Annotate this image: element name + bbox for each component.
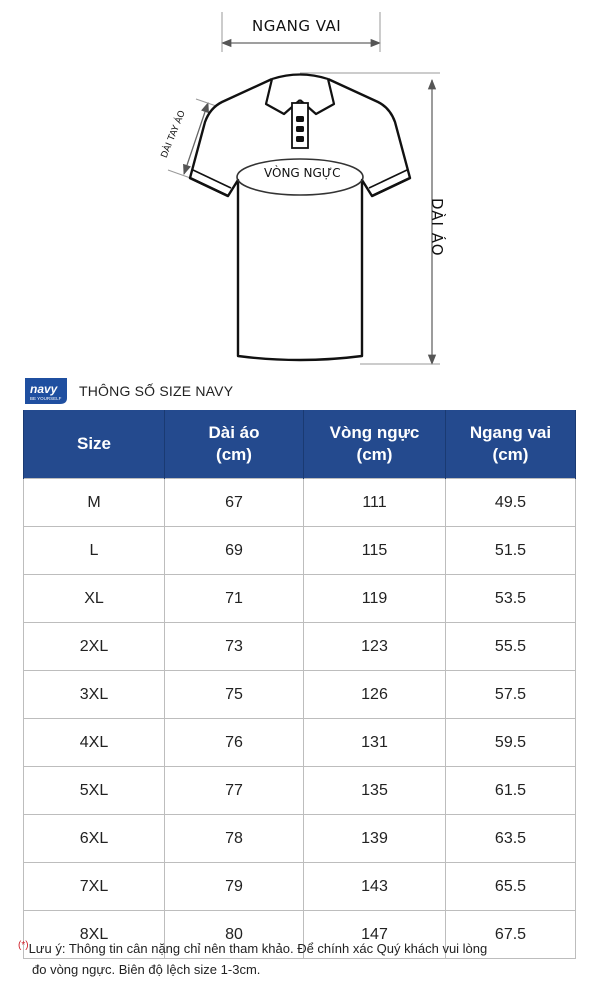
table-cell: M: [24, 479, 165, 527]
table-cell: 139: [304, 815, 446, 863]
table-cell: 143: [304, 863, 446, 911]
shirt-measurement-diagram: [0, 0, 600, 375]
column-header-label: Vòng ngực: [329, 423, 420, 442]
logo-tagline: BE YOURSELF: [30, 396, 62, 401]
column-header-label: Ngang vai: [469, 423, 552, 442]
table-row: [24, 671, 576, 719]
table-cell: 78: [165, 815, 304, 863]
table-cell: 61.5: [446, 767, 576, 815]
table-cell: 67.5: [446, 911, 576, 959]
column-header: [24, 410, 165, 479]
table-row: [24, 575, 576, 623]
column-header-label: Dài áo: [208, 423, 260, 442]
table-cell: 63.5: [446, 815, 576, 863]
table-cell: 79: [165, 863, 304, 911]
table-cell: 73: [165, 623, 304, 671]
table-cell: 131: [304, 719, 446, 767]
note-line-1: Lưu ý: Thông tin cân nặng chỉ nên tham khảo. Để chính xác Quý khách vui lòng: [28, 941, 488, 956]
table-cell: 7XL: [24, 863, 165, 911]
column-header: [446, 410, 576, 479]
table-row: [24, 623, 576, 671]
sleeve-length-label: DÀI TAY ÁO: [159, 109, 188, 160]
table-cell: 53.5: [446, 575, 576, 623]
size-note: [18, 938, 588, 980]
table-row: [24, 767, 576, 815]
column-header-unit: (cm): [216, 445, 252, 464]
table-cell: 59.5: [446, 719, 576, 767]
table-cell: 111: [304, 479, 446, 527]
table-cell: 67: [165, 479, 304, 527]
table-cell: 147: [304, 911, 446, 959]
column-header-label: Size: [76, 434, 112, 453]
table-cell: 65.5: [446, 863, 576, 911]
column-header-unit: (cm): [356, 445, 393, 464]
table-cell: 5XL: [24, 767, 165, 815]
table-row: [24, 815, 576, 863]
navy-logo: [22, 376, 70, 406]
table-cell: 57.5: [446, 671, 576, 719]
table-cell: 4XL: [24, 719, 165, 767]
table-cell: 76: [165, 719, 304, 767]
chest-label: VÒNG NGỰC: [264, 166, 341, 180]
table-cell: 69: [165, 527, 304, 575]
table-cell: 77: [165, 767, 304, 815]
table-cell: 126: [304, 671, 446, 719]
table-cell: L: [24, 527, 165, 575]
note-line-2: đo vòng ngực. Biên độ lệch size 1-3cm.: [32, 962, 261, 977]
note-asterisk: (*): [18, 940, 29, 951]
table-cell: 3XL: [24, 671, 165, 719]
shoulder-width-label: NGANG VAI: [252, 17, 342, 35]
table-cell: 135: [304, 767, 446, 815]
table-cell: 2XL: [24, 623, 165, 671]
table-cell: 80: [165, 911, 304, 959]
table-cell: 49.5: [446, 479, 576, 527]
table-row: [24, 479, 576, 527]
table-cell: 123: [304, 623, 446, 671]
table-cell: XL: [24, 575, 165, 623]
table-cell: 8XL: [24, 911, 165, 959]
table-body: [24, 479, 576, 959]
table-row: [24, 527, 576, 575]
shirt-length-label: DÀI ÁO: [428, 198, 446, 257]
table-cell: 115: [304, 527, 446, 575]
table-cell: 51.5: [446, 527, 576, 575]
table-cell: 119: [304, 575, 446, 623]
table-header-row: [24, 410, 576, 479]
column-header: [304, 410, 446, 479]
size-table: [23, 410, 576, 959]
column-header: [165, 410, 304, 479]
table-cell: 71: [165, 575, 304, 623]
table-cell: 75: [165, 671, 304, 719]
polo-shirt-outline: [0, 0, 600, 375]
column-header-unit: (cm): [492, 445, 529, 464]
table-row: [24, 863, 576, 911]
logo-text: navy: [30, 382, 58, 396]
size-chart-title: THÔNG SỐ SIZE NAVY: [79, 383, 234, 399]
table-cell: 55.5: [446, 623, 576, 671]
size-chart-heading: [22, 376, 582, 406]
table-cell: 6XL: [24, 815, 165, 863]
table-row: [24, 719, 576, 767]
